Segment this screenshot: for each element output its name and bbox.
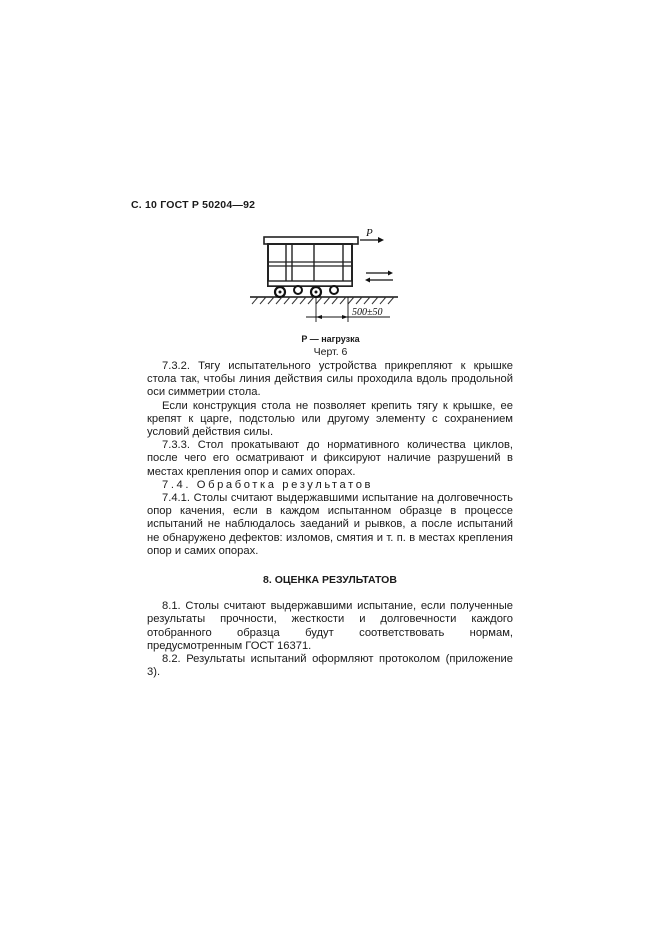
paragraph-8-2: 8.2. Результаты испытаний оформляют протоколом (приложение 3). [147,653,513,679]
wheel [294,286,302,294]
figure-caption: Черт. 6 [313,346,348,358]
figure-legend: P — нагрузка [301,334,360,344]
section-heading-8: 8. ОЦЕНКА РЕЗУЛЬТАТОВ [263,574,397,587]
paragraph-8-1: 8.1. Столы считают выдержавшими испытание, если полученные результаты прочности, жесткости и долговечности каждого отобранного образца будут соответствовать нормам, предусмотренным ГОСТ 16371. [147,600,513,652]
wheel [330,286,338,294]
table-rolling-test-diagram [248,226,408,326]
paragraph-7-3-2: 7.3.2. Тягу испытательного устройства прикрепляют к крышке стола так, чтобы линия действия силы проходила вдоль продольной оси симметрии стола. [147,360,513,399]
load-label: P [366,227,373,239]
dimension-label: 500±50 [352,307,383,318]
test-rig-drawing [248,226,408,326]
paragraph-7-3-3: 7.3.3. Стол прокатывают до нормативного количества циклов, после чего его осматривают и фиксируют наличие разрушений в местах крепления опор и самих опорах. [147,439,513,478]
document-body [147,360,513,679]
page-header: С. 10 ГОСТ Р 50204—92 [131,199,256,211]
table-top [264,237,358,244]
paragraph-if-construction: Если конструкция стола не позволяет крепить тягу к крышке, ее крепят к царге, подстолью или другому элементу с сохранением условий действия силы. [147,399,513,439]
table-frame [268,244,352,286]
paragraph-7-4-1: 7.4.1. Столы считают выдержавшими испытание на долговечность опор качения, если в каждом испытанном образце в процессе испытаний не наблюдалось заеданий и рывков, а после испытаний не обнаружено дефектов: изломов, смятия и т. п. в местах крепления опор и самих опорах. [147,492,513,557]
subsection-heading-7-4: 7.4. Обработка результатов [162,478,374,491]
